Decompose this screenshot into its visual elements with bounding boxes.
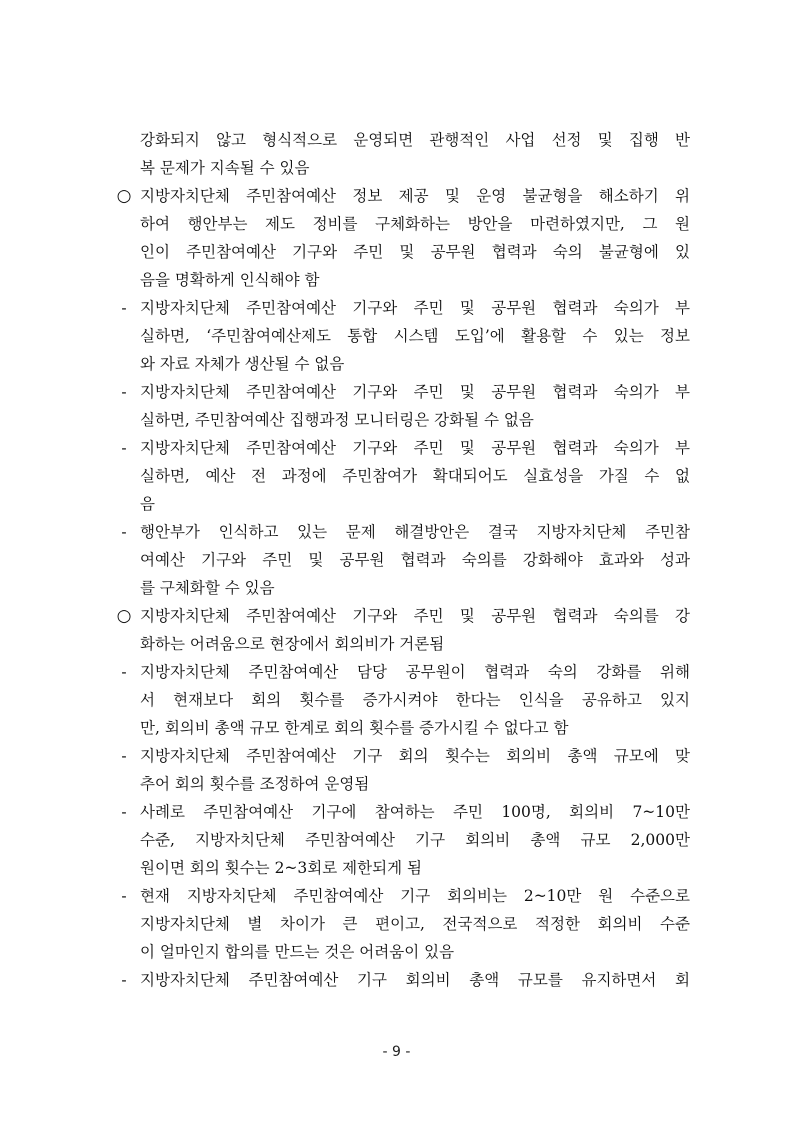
text-line: 실하면, 예산 전 과정에 주민참여가 확대되어도 실효성을 가질 수 없	[140, 467, 690, 485]
circle-bullet: ○	[116, 606, 132, 626]
text-line: 하여 행안부는 제도 정비를 구체화하는 방안을 마련하였지만, 그 원	[140, 215, 690, 233]
dash-item	[110, 658, 690, 742]
dash-item	[110, 434, 690, 518]
dash-bullet: -	[121, 383, 127, 401]
dash-bullet: -	[121, 439, 127, 457]
bullet-paragraph	[110, 182, 690, 294]
text-line: 지방자치단체 주민참여예산 담당 공무원이 협력과 숙의 강화를 위해	[140, 663, 690, 681]
paragraph-continuation	[110, 126, 690, 182]
text-line: 원이면 회의 횟수는 2~3회로 제한되게 됨	[140, 859, 422, 877]
dash-bullet: -	[121, 971, 127, 989]
bullet-paragraph	[110, 602, 690, 658]
body-text	[110, 126, 690, 994]
text-line: 사례로 주민참여예산 기구에 참여하는 주민 100명, 회의비 7~10만	[140, 803, 690, 821]
text-line: 지방자치단체 주민참여예산 기구와 주민 및 공무원 협력과 숙의를 강	[140, 607, 690, 625]
text-line: 인이 주민참여예산 기구와 주민 및 공무원 협력과 숙의 불균형에 있	[140, 243, 690, 261]
text-line: 지방자치단체 주민참여예산 기구 회의 횟수는 회의비 총액 규모에 맞	[140, 747, 690, 765]
text-line: 를 구체화할 수 있음	[140, 579, 275, 597]
text-line: 서 현재보다 회의 횟수를 증가시켜야 한다는 인식을 공유하고 있지	[140, 691, 690, 709]
text-line: 추어 회의 횟수를 조정하여 운영됨	[140, 775, 370, 793]
dash-item	[110, 966, 690, 994]
dash-item	[110, 798, 690, 882]
dash-item	[110, 742, 690, 798]
text-line: 음을 명확하게 인식해야 함	[140, 271, 320, 289]
dash-item	[110, 882, 690, 966]
text-line: 실하면, 주민참여예산 집행과정 모니터링은 강화될 수 없음	[140, 411, 534, 429]
text-line: 지방자치단체 주민참여예산 기구와 주민 및 공무원 협력과 숙의가 부	[140, 439, 690, 457]
dash-bullet: -	[121, 887, 127, 905]
text-line: 지방자치단체 별 차이가 큰 편이고, 전국적으로 적정한 회의비 수준	[140, 915, 690, 933]
text-line: 만, 회의비 총액 규모 한계로 회의 횟수를 증가시킬 수 없다고 함	[140, 719, 569, 737]
dash-bullet: -	[121, 299, 127, 317]
dash-bullet: -	[121, 747, 127, 765]
text-line: 화하는 어려움으로 현장에서 회의비가 거론됨	[140, 635, 445, 653]
text-line: 지방자치단체 주민참여예산 정보 제공 및 운영 불균형을 해소하기 위	[140, 187, 690, 205]
text-line: 수준, 지방자치단체 주민참여예산 기구 회의비 총액 규모 2,000만	[140, 831, 690, 849]
dash-bullet: -	[121, 803, 127, 821]
dash-item	[110, 518, 690, 602]
text-line: 지방자치단체 주민참여예산 기구와 주민 및 공무원 협력과 숙의가 부	[140, 383, 690, 401]
text-line: 현재 지방자치단체 주민참여예산 기구 회의비는 2~10만 원 수준으로	[140, 887, 690, 905]
text-line: 강화되지 않고 형식적으로 운영되면 관행적인 사업 선정 및 집행 반	[140, 131, 690, 149]
text-line: 음	[140, 495, 155, 513]
text-line: 이 얼마인지 합의를 만드는 것은 어려움이 있음	[140, 943, 455, 961]
text-line: 와 자료 자체가 생산될 수 없음	[140, 355, 345, 373]
text-line: 여예산 기구와 주민 및 공무원 협력과 숙의를 강화해야 효과와 성과	[140, 551, 690, 569]
dash-bullet: -	[121, 523, 127, 541]
dash-bullet: -	[121, 663, 127, 681]
text-line: 지방자치단체 주민참여예산 기구 회의비 총액 규모를 유지하면서 회	[140, 971, 690, 989]
text-line: 지방자치단체 주민참여예산 기구와 주민 및 공무원 협력과 숙의가 부	[140, 299, 690, 317]
dash-item	[110, 378, 690, 434]
text-line: 실하면, ‘주민참여예산제도 통합 시스템 도입’에 활용할 수 있는 정보	[140, 327, 690, 345]
text-line: 복 문제가 지속될 수 있음	[140, 159, 310, 177]
text-line: 행안부가 인식하고 있는 문제 해결방안은 결국 지방자치단체 주민참	[140, 523, 690, 541]
circle-bullet: ○	[116, 186, 132, 206]
page-number: - 9 -	[382, 1044, 411, 1060]
dash-item	[110, 294, 690, 378]
